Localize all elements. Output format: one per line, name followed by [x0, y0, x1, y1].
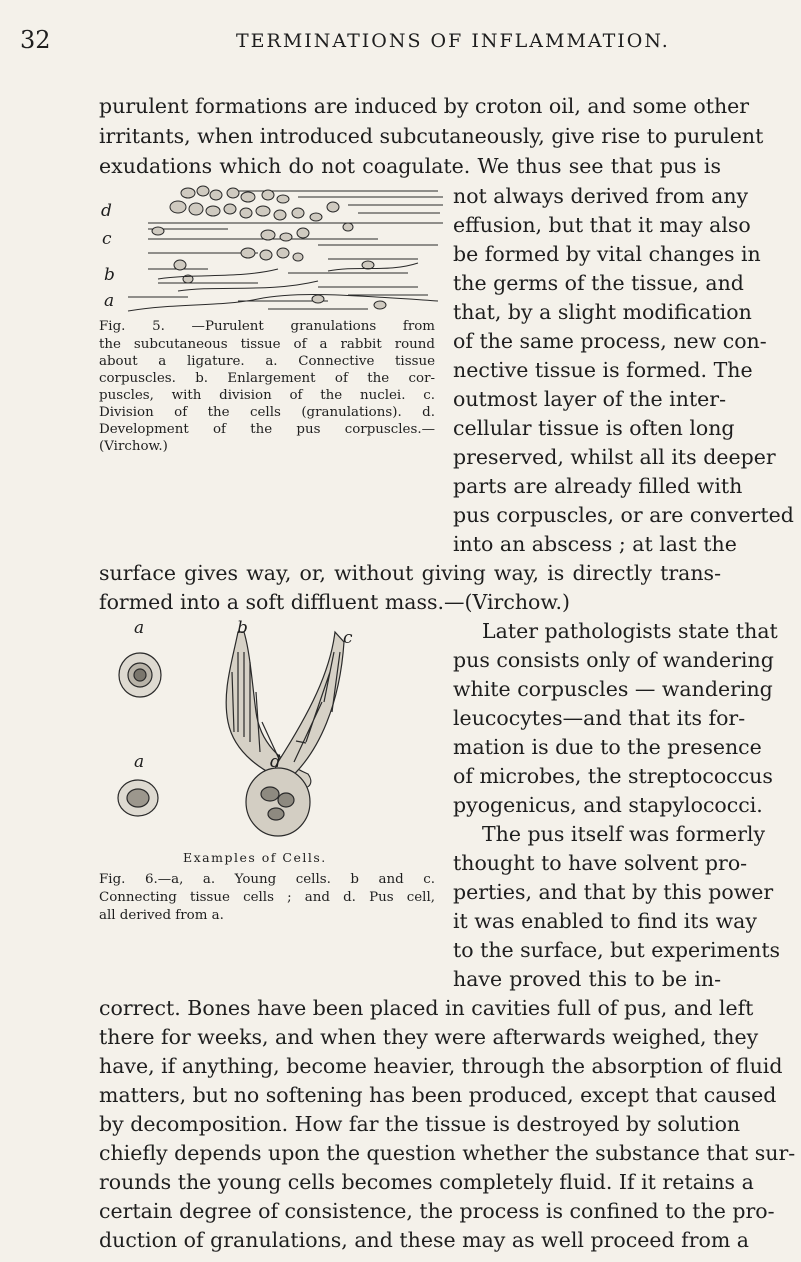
figure-5-caption-line: about a ligature. a. Connective tissue [99, 354, 435, 369]
text-line: exudations which do not coagulate. We thus see that pus is [99, 154, 721, 178]
figure-5-caption-line: Development of the pus corpuscles.— [99, 422, 435, 437]
text-line: effusion, but that it may also [453, 213, 751, 237]
figure-5-label-b: b [104, 265, 115, 285]
text-line: preserved, whilst all its deeper [453, 445, 776, 469]
figure-5-caption-line: (Virchow.) [99, 439, 168, 454]
figure-6-caption-line: Connecting tissue cells ; and d. Pus cell, [99, 890, 435, 905]
figure-6-illustration [110, 612, 450, 882]
text-line: be formed by vital changes in [453, 242, 761, 266]
figure-5-caption-line: puscles, with division of the nuclei. c. [99, 388, 435, 403]
text-line: it was enabled to find its way [453, 909, 757, 933]
text-line: of the same process, new con- [453, 329, 767, 353]
text-line: into an abscess ; at last the [453, 532, 737, 556]
text-line: that, by a slight modification [453, 300, 752, 324]
figure-5-caption-line: Division of the cells (granulations). d. [99, 405, 435, 420]
figure-5-label-d: d [101, 201, 112, 221]
pus-cell-d [246, 768, 310, 836]
text-line: irritants, when introduced subcutaneously, give rise to purulent [99, 124, 764, 148]
text-line: chiefly depends upon the question whether the substance that sur- [99, 1141, 796, 1165]
young-cell-a-bottom [118, 780, 158, 816]
figure-5-label-c: c [102, 229, 112, 249]
figure-6-caption-line: all derived from a. [99, 908, 224, 923]
figure-5-caption-line: the subcutaneous tissue of a rabbit round [99, 337, 435, 352]
text-line: thought to have solvent pro- [453, 851, 748, 875]
text-line: formed into a soft diffluent mass.—(Virchow.) [99, 590, 570, 614]
figure-6-label-c: c [343, 628, 353, 648]
figure-6-label-b: b [237, 618, 248, 638]
page-number: 32 [20, 26, 51, 54]
text-line: white corpuscles — wandering [453, 677, 773, 701]
text-line: Later pathologists state that [482, 619, 778, 643]
text-line: correct. Bones have been placed in cavities full of pus, and left [99, 996, 754, 1020]
text-line: the germs of the tissue, and [453, 271, 744, 295]
text-line: have proved this to be in- [453, 967, 721, 991]
text-line: pus consists only of wandering [453, 648, 774, 672]
text-line: cellular tissue is often long [453, 416, 735, 440]
text-line: pus corpuscles, or are converted [453, 503, 794, 527]
text-line: not always derived from any [453, 184, 749, 208]
running-head: TERMINATIONS OF INFLAMMATION. [236, 30, 670, 52]
figure-6-caption-line: Fig. 6.—a, a. Young cells. b and c. [99, 872, 435, 887]
text-line: rounds the young cells becomes completely fluid. If it retains a [99, 1170, 754, 1194]
figure-6-label-a-top: a [134, 618, 145, 638]
figure-6-label-d: d [270, 752, 281, 772]
text-line: outmost layer of the inter- [453, 387, 727, 411]
cell-clusters [152, 186, 386, 309]
connecting-tissue-cell-c [274, 632, 344, 781]
text-line: to the surface, but experiments [453, 938, 781, 962]
text-line: certain degree of consistence, the process is confined to the pro- [99, 1199, 775, 1223]
text-line: surface gives way, or, without giving way, is directly trans- [99, 561, 721, 585]
text-line: there for weeks, and when they were afterwards weighed, they [99, 1025, 759, 1049]
figure-5-label-a: a [104, 291, 115, 311]
figure-5-caption-line: corpuscles. b. Enlargement of the cor- [99, 371, 435, 386]
figure-5-caption-line: Fig. 5. —Purulent granulations from [99, 319, 435, 334]
text-line: The pus itself was formerly [482, 822, 766, 846]
text-line: duction of granulations, and these may as well proceed from a [99, 1228, 750, 1252]
text-line: nective tissue is formed. The [453, 358, 753, 382]
young-cell-a-top [119, 653, 161, 697]
text-line: parts are already filled with [453, 474, 743, 498]
figure-6-heading: Examples of Cells. [183, 850, 327, 865]
text-line: matters, but no softening has been produced, except that caused [99, 1083, 777, 1107]
text-line: of microbes, the streptococcus [453, 764, 773, 788]
figure-5-illustration [118, 183, 448, 316]
text-line: have, if anything, become heavier, through the absorption of fluid [99, 1054, 783, 1078]
figure-6-label-a-bottom: a [134, 752, 145, 772]
text-line: leucocytes—and that its for- [453, 706, 746, 730]
text-line: by decomposition. How far the tissue is destroyed by solution [99, 1112, 741, 1136]
text-line: pyogenicus, and stapylococci. [453, 793, 763, 817]
text-line: purulent formations are induced by croton oil, and some other [99, 94, 750, 118]
text-line: mation is due to the presence [453, 735, 762, 759]
text-line: perties, and that by this power [453, 880, 774, 904]
